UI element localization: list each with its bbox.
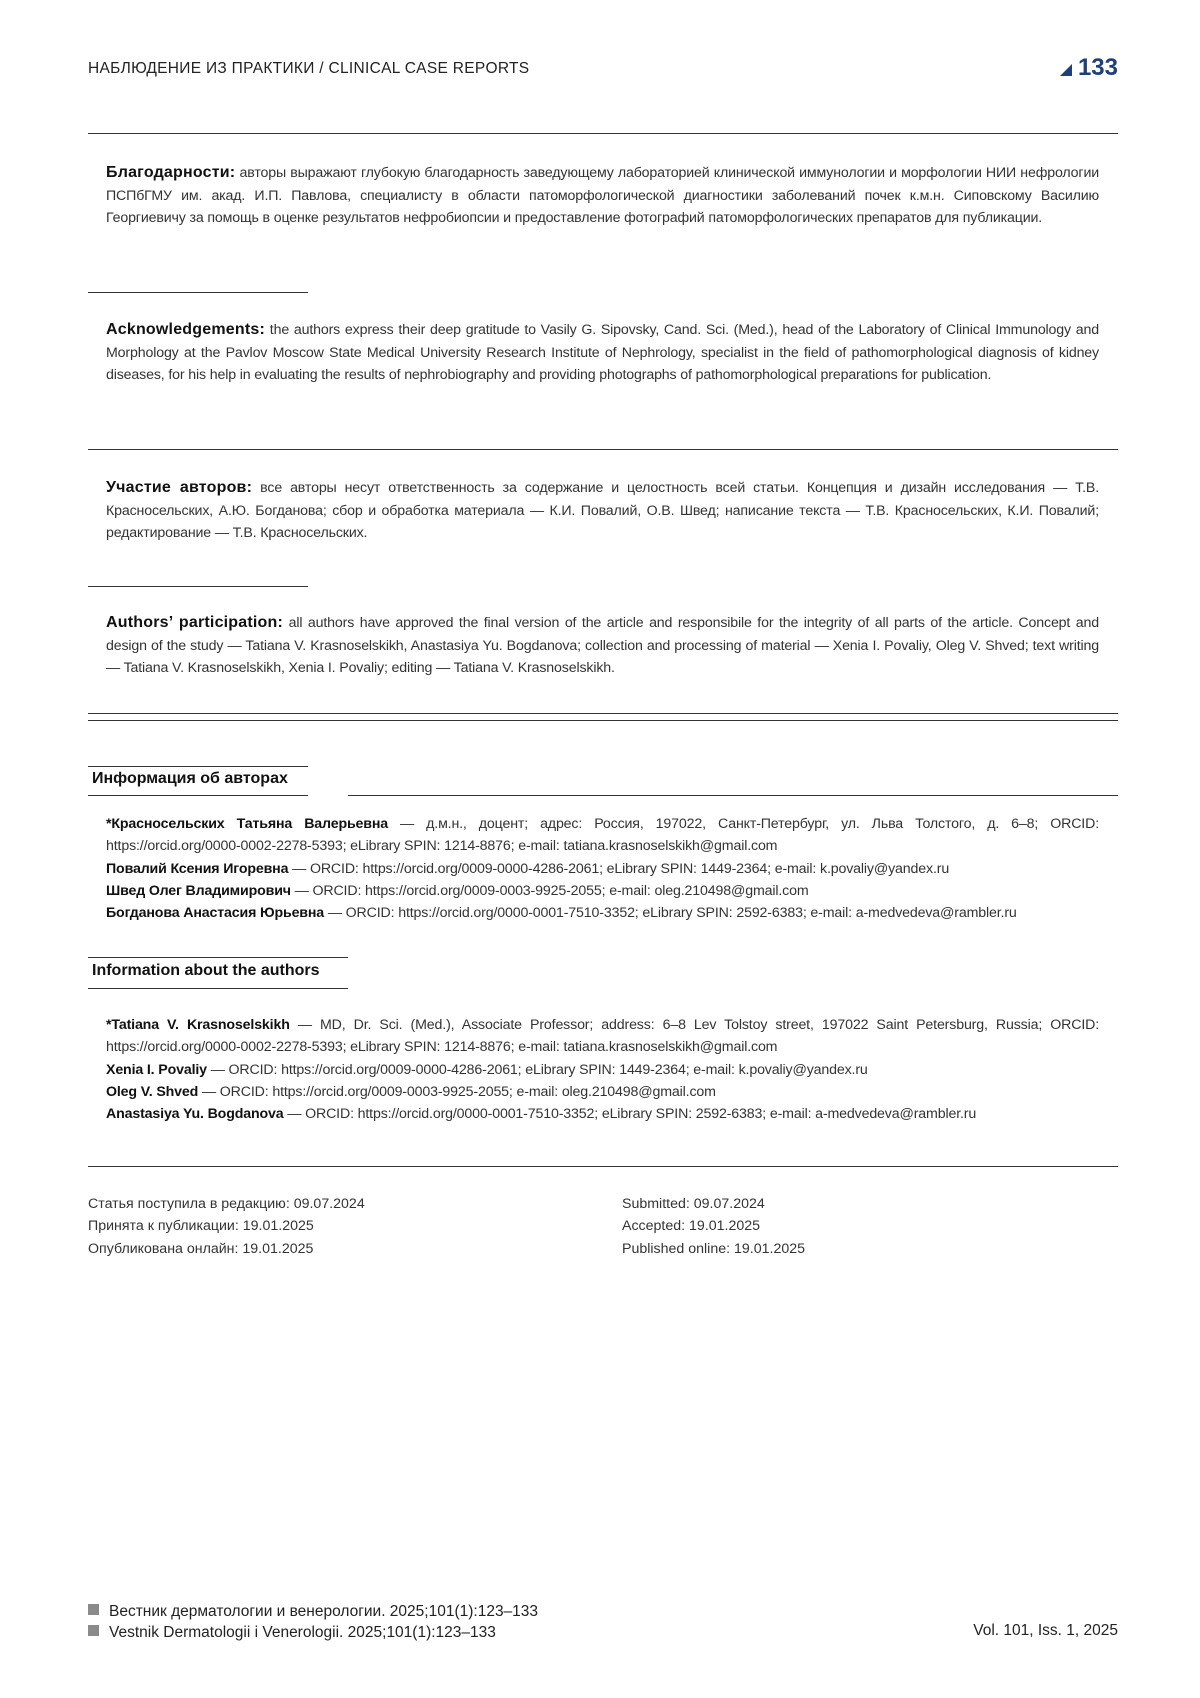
- authors-info-en-title: Information about the authors: [92, 962, 320, 979]
- acknowledgements-ru-label: Благодарности:: [106, 164, 236, 181]
- bullet-square-icon: [88, 1625, 99, 1636]
- author-name: Anastasiya Yu. Bogdanova: [106, 1106, 284, 1123]
- participation-en-label: Authors’ participation:: [106, 614, 284, 631]
- date-accepted-ru: Принята к публикации: 19.01.2025: [88, 1218, 314, 1235]
- page-number-value: 133: [1077, 54, 1118, 81]
- participation-ru: [106, 477, 1099, 545]
- short-divider: [88, 586, 308, 587]
- journal-citation-en-text: Vestnik Dermatologii i Venerologii. 2025;101(1):123–133: [109, 1624, 496, 1641]
- author-details: — ORCID: https://orcid.org/0009-0000-4286-2061; eLibrary SPIN: 1449-2364; e-mail: k.povaliy@yandex.ru: [206, 1061, 868, 1078]
- dates-en: [622, 1193, 805, 1260]
- acknowledgements-ru: [106, 162, 1099, 230]
- author-details: — MD, Dr. Sci. (Med.), Associate Professor; address: 6–8 Lev Tolstoy street, 197022 Saint Petersburg, Russia; ORCID: https://orcid.org/0000-0002-2278-5393; eLibrary SPIN: 1214-8876; e-mail: tatiana.krasnoselskikh@gmail.com: [106, 1017, 1100, 1056]
- author-name: Повалий Ксения Игоревна: [106, 860, 289, 877]
- authors-info-ru-title: Информация об авторах: [92, 770, 288, 787]
- author-entry: [106, 1059, 1099, 1081]
- author-entry: [106, 902, 1099, 924]
- divider: [88, 449, 1118, 450]
- triangle-icon: [1060, 64, 1072, 76]
- author-entry: [106, 1014, 1099, 1059]
- journal-citation-en: [88, 1622, 538, 1643]
- journal-citation-ru-text: Вестник дерматологии и венерологии. 2025;101(1):123–133: [109, 1603, 539, 1620]
- short-divider: [88, 292, 308, 293]
- tab-top-rule: [88, 957, 348, 958]
- running-header: НАБЛЮДЕНИЕ ИЗ ПРАКТИКИ / CLINICAL CASE REPORTS: [88, 60, 530, 77]
- acknowledgements-en-text: the authors express their deep gratitude to Vasily G. Sipovsky, Cand. Sci. (Med.), head of the Laboratory of Clinical Immunology and Morphology at the Pavlov Moscow State Medical University Research Institute of Nephrology, specialist in the field of pathomorphological diagnosis of kidney diseases, for his help in evaluating the results of nephrobiography and providing photographs of pathomorphological preparations for publication.: [106, 322, 1099, 383]
- participation-en: [106, 612, 1099, 680]
- author-details: — ORCID: https://orcid.org/0009-0003-9925-2055; e-mail: oleg.210498@gmail.com: [198, 1083, 716, 1100]
- journal-citation-ru: [88, 1601, 538, 1622]
- participation-ru-text: все авторы несут ответственность за содержание и целостность всей статьи. Концепция и дизайн исследования — Т.В. Красносельских, А.Ю. Богданова; сбор и обработка материала — К.И. Повалий, О.В. Швед; написание текста — Т.В. Красносельских, К.И. Повалий; редактирование — Т.В. Красносельских.: [106, 480, 1099, 541]
- author-entry: [106, 880, 1099, 902]
- author-entry: [106, 858, 1099, 880]
- author-name: Oleg V. Shved: [106, 1083, 199, 1100]
- tab-bottom-rule: [88, 988, 348, 989]
- acknowledgements-en: [106, 319, 1099, 387]
- author-details: — ORCID: https://orcid.org/0009-0003-9925-2055; e-mail: oleg.210498@gmail.com: [290, 882, 809, 899]
- author-name: Xenia I. Povaliy: [106, 1061, 207, 1078]
- author-details: — ORCID: https://orcid.org/0000-0001-7510-3352; eLibrary SPIN: 2592-6383; e-mail: a-medvedeva@rambler.ru: [283, 1106, 977, 1123]
- participation-ru-label: Участие авторов:: [106, 479, 253, 496]
- acknowledgements-en-label: Acknowledgements:: [106, 321, 265, 338]
- author-details: — ORCID: https://orcid.org/0009-0000-4286-2061; eLibrary SPIN: 1449-2364; e-mail: k.povaliy@yandex.ru: [288, 860, 950, 877]
- author-name: Богданова Анастасия Юрьевна: [106, 905, 325, 922]
- author-details: — д.м.н., доцент; адрес: Россия, 197022, Санкт-Петербург, ул. Льва Толстого, д. 6–8; ORCID: https://orcid.org/0000-0002-2278-5393; eLibrary SPIN: 1214-8876; e-mail: tatiana.krasnoselskikh@gmail.com: [106, 816, 1099, 855]
- date-submitted-ru: Статья поступила в редакцию: 09.07.2024: [88, 1196, 365, 1212]
- double-divider-bottom: [88, 720, 1118, 721]
- double-divider-top: [88, 713, 1118, 714]
- author-name: Швед Олег Владимирович: [106, 882, 291, 899]
- tab-top-rule: [88, 766, 308, 767]
- author-entry: [106, 813, 1099, 858]
- date-submitted-en: Submitted: 09.07.2024: [622, 1196, 765, 1212]
- dates-ru: [88, 1193, 365, 1260]
- date-accepted-en: Accepted: 19.01.2025: [622, 1218, 761, 1235]
- author-details: — ORCID: https://orcid.org/0000-0001-7510-3352; eLibrary SPIN: 2592-6383; e-mail: a-medvedeva@rambler.ru: [324, 905, 1017, 922]
- tab-bottom-rule: [88, 795, 308, 796]
- page-number: [1060, 54, 1118, 82]
- divider: [88, 1166, 1118, 1167]
- bullet-square-icon: [88, 1604, 99, 1615]
- date-published-ru: Опубликована онлайн: 19.01.2025: [88, 1240, 314, 1257]
- author-name: *Красносельских Татьяна Валерьевна: [106, 816, 389, 832]
- volume-issue: Vol. 101, Iss. 1, 2025: [973, 1622, 1118, 1639]
- author-entry: [106, 1103, 1099, 1125]
- journal-citation: [88, 1601, 538, 1643]
- participation-en-text: all authors have approved the final version of the article and responsibile for the integrity of all parts of the article. Concept and design of the study — Tatiana V. Krasnoselskikh, Anastasiya Yu. Bogdanova; collection and processing of material — Xenia I. Povaliy, Oleg V. Shved; text writing — Tatiana V. Krasnoselskikh, Xenia I. Povaliy; editing — Tatiana V. Krasnoselskikh.: [106, 615, 1099, 676]
- section-rule: [348, 795, 1118, 796]
- author-name: *Tatiana V. Krasnoselskikh: [106, 1017, 290, 1033]
- date-published-en: Published online: 19.01.2025: [622, 1240, 806, 1257]
- authors-en-list: [106, 1014, 1099, 1125]
- author-entry: [106, 1081, 1099, 1103]
- acknowledgements-ru-text: авторы выражают глубокую благодарность заведующему лабораторией клинической иммунологии и морфологии НИИ нефрологии ПСПбГМУ им. акад. И.П. Павлова, специалисту в области патоморфологической диагностики заболеваний почек к.м.н. Сиповскому Василию Георгиевичу за помощь в оценке результатов нефробиопсии и предоставление фотографий патоморфологических препаратов для публикации.: [106, 165, 1099, 226]
- divider: [88, 133, 1118, 134]
- authors-ru-list: [106, 813, 1099, 924]
